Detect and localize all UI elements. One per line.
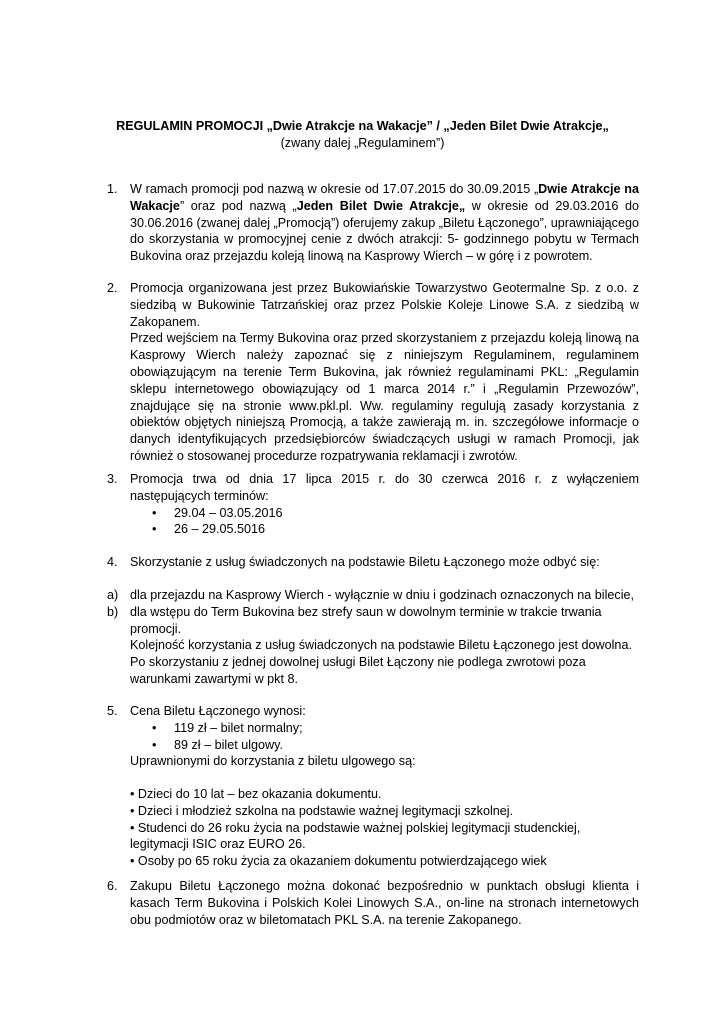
section-number: 4. [107,555,118,569]
list-item: • 119 zł – bilet normalny; [152,720,303,735]
section-3 [107,471,639,538]
list-item-a [107,587,647,604]
section-5-text: Cena Biletu Łączonego wynosi: [130,704,306,718]
section-1 [107,181,639,265]
document-title: REGULAMIN PROMOCJI „Dwie Atrakcje na Wakacje” / „Jeden Bilet Dwie Atrakcje„ [116,119,609,133]
list-item: • Dzieci i młodzież szkolna na podstawie ważnej legitymacji szkolnej. [130,803,514,818]
list-item: • Osoby po 65 roku życia za okazaniem dokumentu potwierdzającego wiek [130,854,547,869]
list-item-b [107,604,647,638]
list-label: b) [107,605,119,619]
list-item: • 26 – 29.05.5016 [152,522,266,537]
section-1-text: W ramach promocji pod nazwą w okresie od 17.07.2015 do 30.09.2015 „Dwie Atrakcje na Wakacje” oraz pod nazwą „Jeden Bilet Dwie Atrakcje„ w okresie od 29.03.2016 do 30.06.2016 (zwanej dalej „Promocją”) oferujemy zakup „Biletu Łączonego”, uprawniającego do skorzystania w promocyjnej cenie z dwóch atrakcji: 5- godzinnego pobytu w Termach Bukovina oraz przejazdu koleją linową na Kasprowy Wierch – w górę i z powrotem. [130,182,639,264]
section-4-note-2: Po skorzystaniu z jednej dowolnej usługi Bilet Łączony nie podlega zwrotowi poza warunkami zawartymi w pkt 8. [130,655,586,686]
list-text: dla wstępu do Term Bukovina bez strefy saun w dowolnym terminie w trakcie trwania promocji. [130,605,602,636]
section-2-paragraph-2: Przed wejściem na Termy Bukovina oraz przed skorzystaniem z przejazdu koleją linową na Kasprowy Wierch należy zapoznać się z niniejszym Regulaminem, regulaminem obowiązującym na terenie Term Bukovina, jak również regulaminami PKL: „Regulamin sklepu internetowego obowiązujący od 1 marca 2014 r.” i „Regulamin Przewozów”, znajdujące się na stronie www.pkl.pl. Ww. regulaminy regulują zasady korzystania z obiektów objętych niniejszą Promocją, a także zawierają m. in. szczegółowe informacje o danych identyfikujących przedsiębiorców świadczących usługi w ramach Promocji, jak również o stosowanej procedurze rozpatrywania reklamacji i zwrotów. [130,331,639,463]
section-number: 2. [107,281,118,295]
section-number: 3. [107,472,118,486]
section-2-paragraph-1: Promocja organizowana jest przez Bukowiańskie Towarzystwo Geotermalne Sp. z o.o. z siedzibą w Bukowinie Tatrzańskiej oraz przez Polskie Koleje Linowe S.A. z siedzibą w Zakopanem. [130,281,639,329]
list-item: • 29.04 – 03.05.2016 [152,505,283,520]
section-5-entitled: Uprawnionymi do korzystania z biletu ulgowego są: [130,754,416,769]
list-item: • Dzieci do 10 lat – bez okazania dokumentu. [130,787,382,801]
section-number: 1. [107,182,118,196]
section-5 [107,703,639,770]
section-number: 6. [107,879,118,893]
bullet-icon: • [152,720,157,735]
bullet-icon: • [152,505,157,520]
list-text: dla przejazdu na Kasprowy Wierch - wyłącznie w dniu i godzinach oznaczonych na bilecie, [130,588,635,602]
section-6 [107,878,639,928]
discount-groups [130,786,630,870]
section-4-text: Skorzystanie z usług świadczonych na podstawie Biletu Łączonego może odbyć się: [130,555,600,569]
section-number: 5. [107,704,118,718]
section-4-note-1: Kolejność korzystania z usług świadczonych na podstawie Biletu Łączonego jest dowolna. [130,638,632,652]
bullet-icon: • [152,737,157,752]
document-subtitle: (zwany dalej „Regulaminem”) [280,136,445,150]
section-2 [107,280,639,465]
list-item: • Studenci do 26 roku życia na podstawie ważnej polskiej legitymacji studenckiej, legitymacji ISIC oraz EURO 26. [130,820,581,852]
list-label: a) [107,588,119,602]
section-6-text: Zakupu Biletu Łączonego można dokonać bezpośrednio w punktach obsługi klienta i kasach Term Bukovina i Polskich Kolei Linowych S.A., on-line na stronach internetowych obu podmiotów oraz w biletomatach PKL S.A. na terenie Zakopanego. [130,879,639,927]
bullet-icon: • [152,522,157,537]
list-item: • 89 zł – bilet ulgowy. [152,737,283,752]
section-3-text: Promocja trwa od dnia 17 lipca 2015 r. do 30 czerwca 2016 r. z wyłączeniem następujących terminów: [130,472,639,503]
section-4 [107,554,639,571]
